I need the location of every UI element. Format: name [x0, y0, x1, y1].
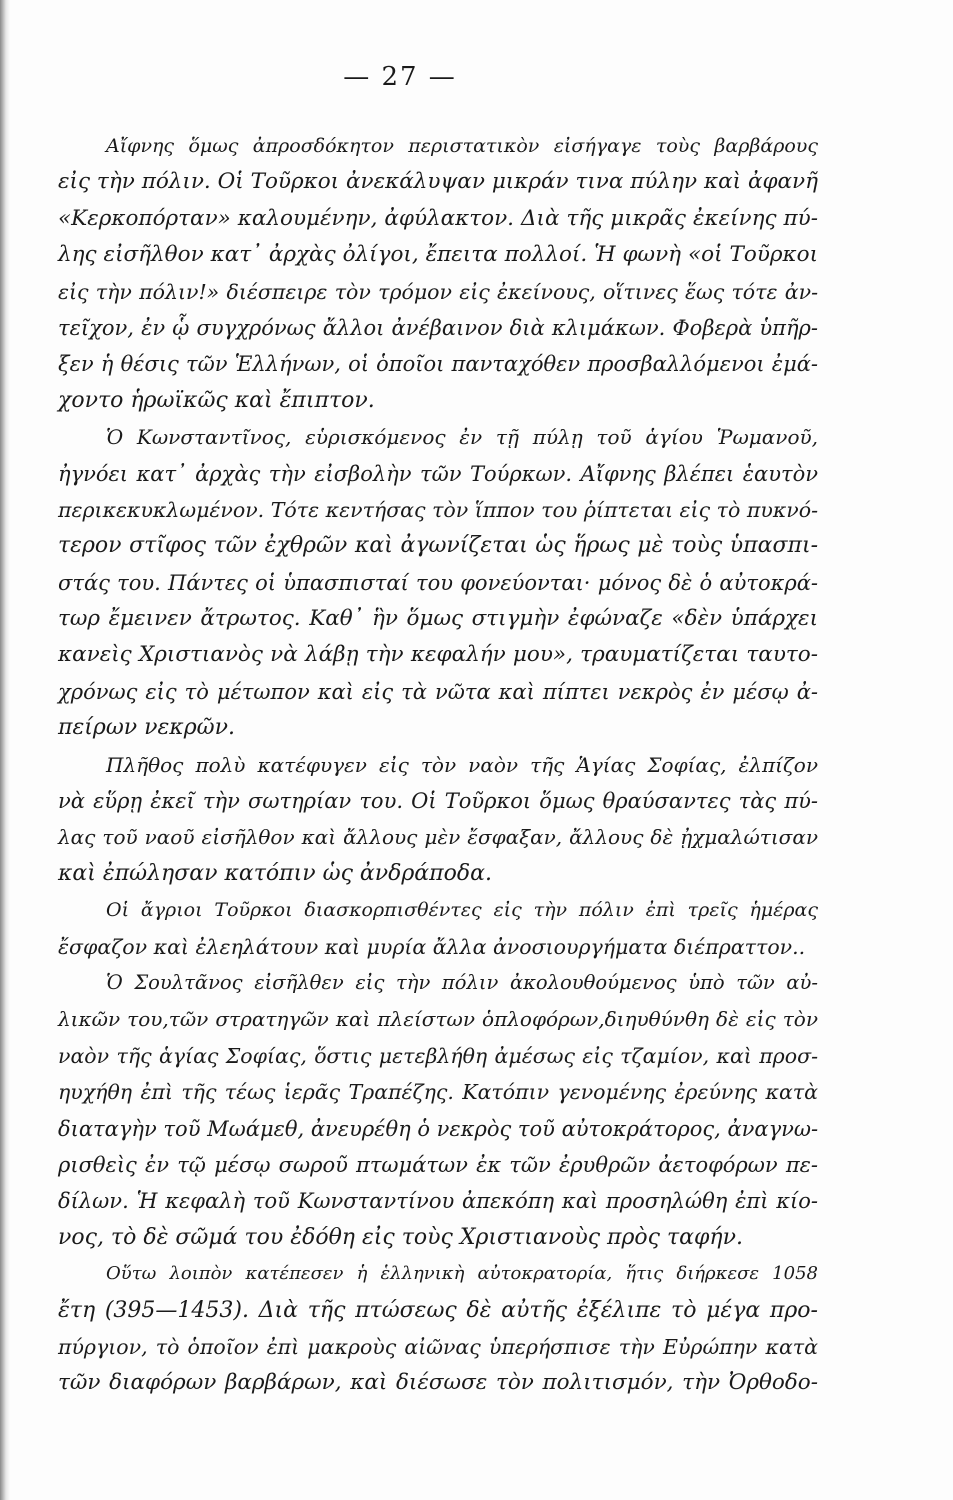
text-line: ρισθεὶς ἐν τῷ μέσῳ σωροῦ πτωμάτων ἐκ τῶν ἐρυθρῶν ἀετοφόρων πε-: [58, 1152, 818, 1177]
text-line: Οὕτω λοιπὸν κατέπεσεν ἡ ἑλληνικὴ αὐτοκρατορία, ἥτις διήρκεσε 1058: [106, 1263, 818, 1285]
text-line: ηυχήθη ἐπὶ τῆς τέως ἱερᾶς Τραπέζης. Κατόπιν γενομένης ἐρεύνης κατὰ: [58, 1080, 818, 1105]
body-text: [58, 128, 818, 1402]
text-line: διαταγὴν τοῦ Μωάμεθ, ἀνευρέθη ὁ νεκρὸς τοῦ αὐτοκράτορος, ἀναγνω-: [58, 1116, 819, 1141]
text-line: Αἴφνης ὅμως ἀπροσδόκητον περιστατικὸν εἰσήγαγε τοὺς βαρβάρους: [106, 135, 818, 157]
text-line: Οἱ ἄγριοι Τοῦρκοι διασκορπισθέντες εἰς τὴν πόλιν ἐπὶ τρεῖς ἡμέρας: [106, 899, 818, 922]
text-line: στάς του. Πάντες οἱ ὑπασπισταί του φονεύονται· μόνος δὲ ὁ αὐτοκρά-: [58, 570, 818, 595]
text-line: εἰς τὴν πόλιν!» διέσπειρε τὸν τρόμον εἰς ἐκείνους, οἵτινες ἕως τότε ἀν-: [58, 279, 818, 304]
text-line: εἰς τὴν πόλιν. Οἱ Τοῦρκοι ἀνεκάλυψαν μικράν τινα πύλην καὶ ἀφανῆ: [58, 169, 818, 195]
text-line: λικῶν του,τῶν στρατηγῶν καὶ πλείστων ὁπλοφόρων,διηυθύνθη δὲ εἰς τὸν: [58, 1007, 818, 1032]
text-line: τῶν διαφόρων βαρβάρων, καὶ διέσωσε τὸν πολιτισμόν, τὴν Ὀρθοδο-: [58, 1370, 818, 1396]
text-line: χρόνως εἰς τὸ μέτωπον καὶ εἰς τὰ νῶτα καὶ πίπτει νεκρὸς ἐν μέσῳ ἀ-: [58, 679, 818, 704]
text-line: ναὸν τῆς ἁγίας Σοφίας, ὅστις μετεβλήθη ἀμέσως εἰς τζαμίον, καὶ προσ-: [58, 1043, 818, 1068]
text-line: ἠγνόει κατ᾽ ἀρχὰς τὴν εἰσβολὴν τῶν Τούρκων. Αἴφνης βλέπει ἑαυτὸν: [58, 461, 818, 486]
text-line: Πλῆθος πολὺ κατέφυγεν εἰς τὸν ναὸν τῆς Ἁγίας Σοφίας, ἐλπίζον: [106, 752, 818, 777]
text-line: νὰ εὕρῃ ἐκεῖ τὴν σωτηρίαν του. Οἱ Τοῦρκοι ὅμως θραύσαντες τὰς πύ-: [58, 789, 818, 814]
text-line: «Κερκοπόρταν» καλουμένην, ἀφύλακτον. Διὰ τῆς μικρᾶς ἐκείνης πύ-: [58, 205, 818, 231]
page-edge-shadow: [0, 0, 10, 1500]
text-line: ἔτη (395—1453). Διὰ τῆς πτώσεως δὲ αὐτῆς ἐξέλιπε τὸ μέγα προ-: [58, 1297, 818, 1323]
text-line: δίλων. Ἡ κεφαλὴ τοῦ Κωνσταντίνου ἀπεκόπη καὶ προσηλώθη ἐπὶ κίο-: [58, 1189, 818, 1214]
text-line: πύργιον, τὸ ὁποῖον ἐπὶ μακροὺς αἰῶνας ὑπερήσπισε τὴν Εὐρώπην κατὰ: [58, 1334, 818, 1359]
text-line: Ὁ Σουλτᾶνος εἰσῆλθεν εἰς τὴν πόλιν ἀκολουθούμενος ὑπὸ τῶν αὐ-: [106, 970, 818, 994]
text-line: καὶ ἐπώλησαν κατόπιν ὡς ἀνδράποδα.: [58, 860, 492, 886]
text-line: χοντο ἡρωϊκῶς καὶ ἔπιπτον.: [58, 387, 375, 413]
text-line: τεῖχον, ἐν ᾧ συγχρόνως ἄλλοι ἀνέβαινον διὰ κλιμάκων. Φοβερὰ ὑπῆρ-: [58, 315, 818, 340]
page-number: — 27 —: [343, 62, 457, 92]
text-line: λας τοῦ ναοῦ εἰσῆλθον καὶ ἄλλους μὲν ἔσφαξαν, ἄλλους δὲ ᾐχμαλώτισαν: [58, 825, 818, 850]
text-line: λης εἰσῆλθον κατ᾽ ἀρχὰς ὀλίγοι, ἔπειτα πολλοί. Ἡ φωνὴ «οἱ Τοῦρκοι: [58, 242, 818, 268]
text-line: ξεν ἡ θέσις τῶν Ἑλλήνων, οἱ ὁποῖοι πανταχόθεν προσβαλλόμενοι ἐμά-: [58, 352, 818, 377]
text-line: νος, τὸ δὲ σῶμά του ἐδόθη εἰς τοὺς Χριστιανοὺς πρὸς ταφήν.: [58, 1224, 743, 1250]
text-line: Ὁ Κωνσταντῖνος, εὑρισκόμενος ἐν τῇ πύλῃ τοῦ ἁγίου Ῥωμανοῦ,: [106, 425, 818, 450]
text-line: κανεὶς Χριστιανὸς νὰ λάβῃ τὴν κεφαλήν μου», τραυματίζεται ταυτο-: [58, 642, 818, 668]
text-line: ἔσφαζον καὶ ἐλεηλάτουν καὶ μυρία ἄλλα ἀνοσιουργήματα διέπραττον..: [58, 934, 806, 959]
text-line: τωρ ἔμεινεν ἄτρωτος. Καθ᾽ ἣν ὅμως στιγμὴν ἐφώναζε «δὲν ὑπάρχει: [58, 606, 818, 632]
text-line: περικεκυκλωμένον. Τότε κεντήσας τὸν ἵππον του ῥίπτεται εἰς τὸ πυκνό-: [58, 497, 818, 522]
text-line: πείρων νεκρῶν.: [58, 715, 235, 741]
text-line: τερον στῖφος τῶν ἐχθρῶν καὶ ἀγωνίζεται ὡς ἥρως μὲ τοὺς ὑπασπι-: [58, 533, 818, 559]
